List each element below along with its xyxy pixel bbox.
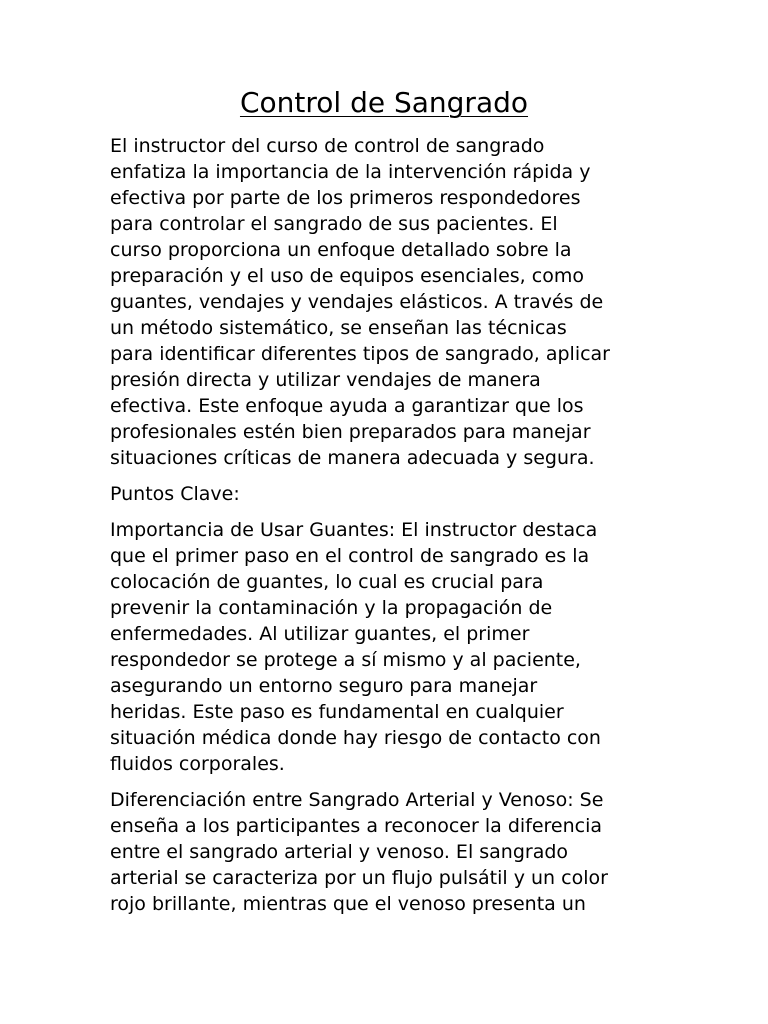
document-title: Control de Sangrado [239, 86, 529, 119]
key-points-heading: Puntos Clave: [110, 483, 240, 505]
intro-paragraph: El instructor del curso de control de sangrado enfatiza la importancia de la intervención rápida y efectiva por parte de los primeros respondedores para controlar el sangrado de sus pacientes. El curso proporciona un enfoque detallado sobre la preparación y el uso de equipos esenciales, como guantes, vendajes y vendajes elásticos. A través de un método sistemático, se enseñan las técnicas para identificar diferentes tipos de sangrado, aplicar presión directa y utilizar vendajes de manera efectiva. Este enfoque ayuda a garantizar que los profesionales estén bien preparados para manejar situaciones críticas de manera adecuada y segura. [110, 135, 610, 469]
arterial-venous-paragraph: Diferenciación entre Sangrado Arterial y Venoso: Se enseña a los participantes a reconocer la diferencia entre el sangrado arterial y venoso. El sangrado arterial se caracteriza por un flujo pulsátil y un color rojo brillante, mientras que el venoso presenta un [110, 789, 608, 915]
gloves-paragraph: Importancia de Usar Guantes: El instructor destaca que el primer paso en el control de sangrado es la colocación de guantes, lo cual es crucial para prevenir la contaminación y la propagación de enfermedades. Al utilizar guantes, el primer respondedor se protege a sí mismo y al paciente, asegurando un entorno seguro para manejar heridas. Este paso es fundamental en cualquier situación médica donde hay riesgo de contacto con fluidos corporales. [110, 519, 601, 775]
document-body [110, 133, 670, 927]
